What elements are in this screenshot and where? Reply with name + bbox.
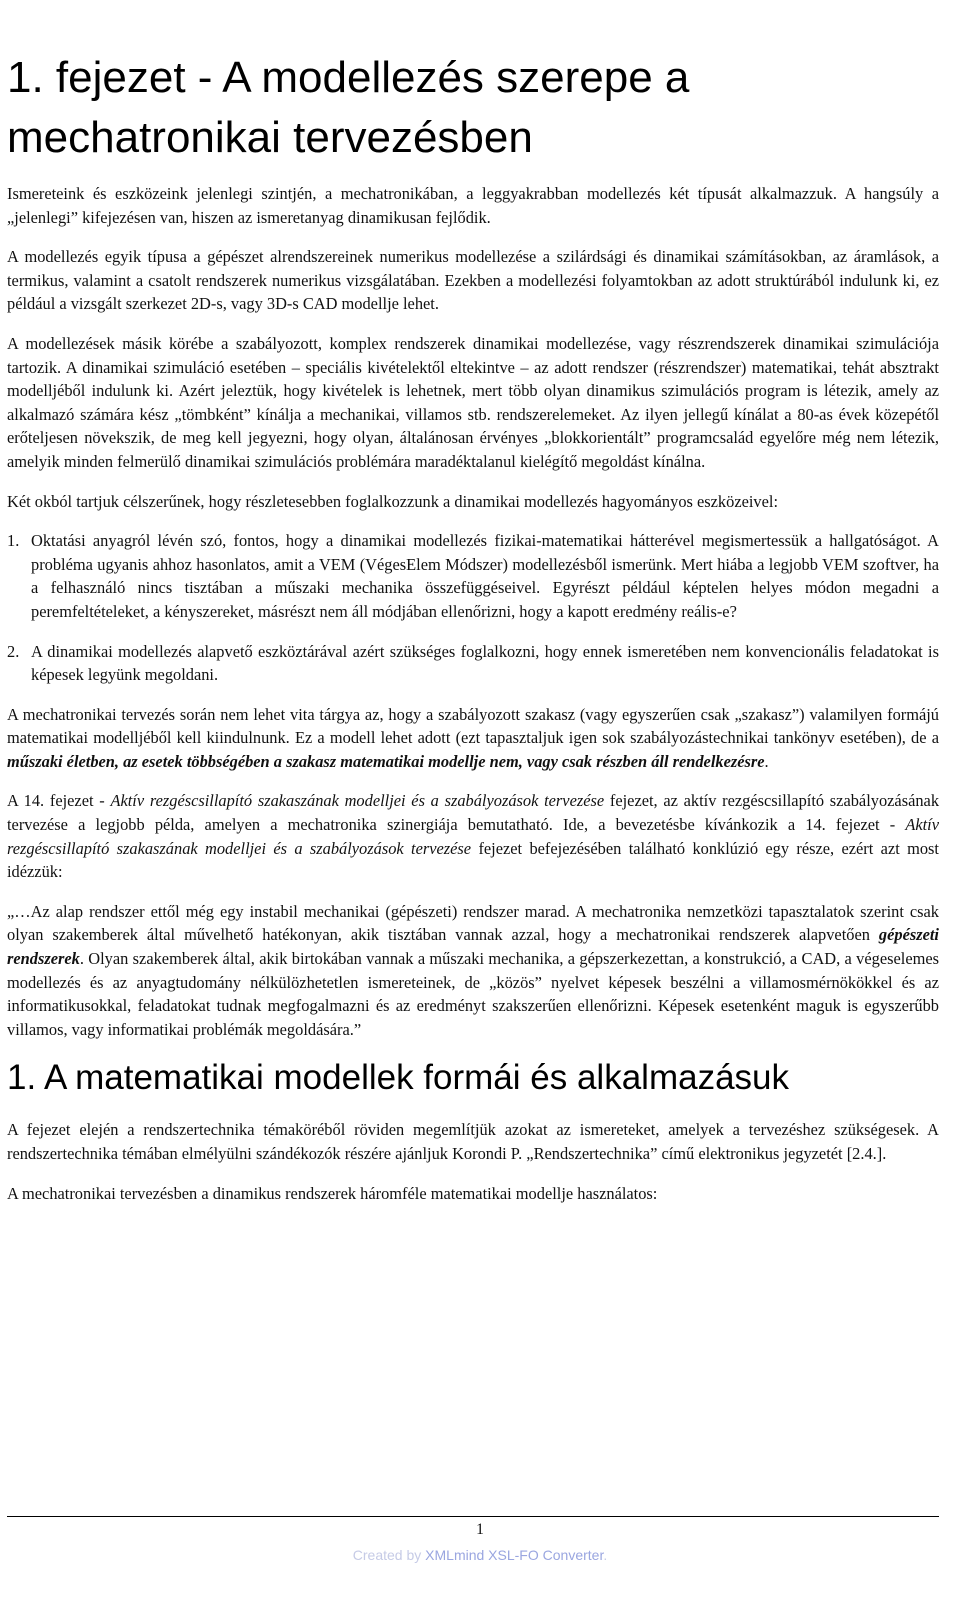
list-item bbox=[7, 529, 939, 623]
text-span: fejezet befejezésében található konklúzió egy része, ezért azt most idézzük: bbox=[7, 838, 939, 882]
paragraph-mechatronic-design bbox=[7, 703, 939, 774]
text-span: „…Az alap rendszer ettől még egy instabil mechanikai (gépészeti) rendszer marad. A mechatronika nemzetközi tapasztalatok szerint csak olyan szakemberek által művelhető hatékonyan, akik tisztában vannak azzal, hogy a mechatronikai rendszerek alapvetően bbox=[7, 901, 939, 945]
text-span: A 14. fejezet - bbox=[7, 791, 111, 811]
list-item-text: A dinamikai modellezés alapvető eszköztárával azért szükséges foglalkozni, hogy ennek ismeretében nem konvencionális feladatokat is képesek legyünk megoldani. bbox=[31, 641, 939, 685]
credit-prefix: Created by bbox=[352, 1547, 426, 1563]
emphasis-text: gépészeti rendszerek bbox=[7, 925, 939, 969]
list-item-number: 2. bbox=[7, 641, 20, 661]
credit-suffix: . bbox=[603, 1547, 608, 1563]
page-number: 1 bbox=[476, 1521, 484, 1538]
list-item-number: 1. bbox=[7, 531, 20, 551]
emphasis-text: műszaki életben, az esetek többségében a szakasz matematikai modellje nem, vagy csak részben áll rendelkezésre bbox=[7, 751, 765, 771]
converter-credit bbox=[0, 1547, 960, 1563]
credit-brand-link[interactable]: XMLmind XSL-FO Converter bbox=[425, 1547, 604, 1563]
chapter-title: 1. fejezet - A modellezés szerepe a mechatronikai tervezésben bbox=[7, 53, 690, 162]
paragraph-section-intro: A fejezet elején a rendszertechnika témaköréből röviden megemlítjük azokat az ismereteket, amelyek a tervezéshez szükségesek. A rendszertechnika témában elmélyülni szándékozók részére ajánljuk Korondi P. „Rendszertechnika” című elektronikus jegyzetét [2.4.]. bbox=[7, 1120, 939, 1163]
text-span: . bbox=[764, 751, 769, 771]
text-span: . Olyan szakemberek által, akik birtokában vannak a műszaki mechanika, a gépszerkezettan, a konstrukció, a CAD, a végeselemes modellezés és az anyagtudomány nélkülözhetetlen ismereteinek, de „közös” nyelvet képesek beszélni a villamosmérnökökkel és az informatikusokkal, feladatokat tudnak megfogalmazni és az eredményt szakszerűen ellenőrizni. Képesek esetenként maguk is egyszerűbb villamos, vagy informatikai problémák megoldására.” bbox=[7, 949, 939, 1039]
paragraph-intro: Ismereteink és eszközeink jelenlegi szintjén, a mechatronikában, a leggyakrabban modellezés két típusát alkalmazzuk. A hangsúly a „jelenlegi” kifejezésen van, hiszen az ismeretanyag dinamikusan fejlődik. bbox=[7, 184, 939, 227]
document-page bbox=[7, 48, 939, 1221]
list-item bbox=[7, 640, 939, 687]
text-span: A mechatronikai tervezés során nem lehet vita tárgya az, hogy a szabályozott szakasz (vagy egyszerűen csak „szakasz”) valamilyen formájú matematikai modelljéből kell kiindulnunk. Ez a modell lehet adott (ezt tapasztaljuk igen sok szabályozástechnikai tankönyv esetében), de a bbox=[7, 704, 939, 748]
paragraph-dynamic-modeling: A modellezések másik körébe a szabályozott, komplex rendszerek dinamikai modellezése, vagy részrendszerek dinamikai szimulációja tartozik. A dinamikai szimuláció esetében – speciális kivételektől eltekintve – az adott rendszer (részrendszer) matematikai, tehát absztrakt modelljéből indulunk ki. Azért jeleztük, hogy kivételek is lehetnek, mert több olyan dinamikus szimulációs program is létezik, amely az alkalmazó számára kész „tömbként” kínálja a mechanikai, villamos stb. rendszerelemeket. Az ilyen jellegű kínálat a 80-as évek közepétől erőteljesen növekszik, de meg kell jegyezni, hogy olyan, általánosan érvényes „blokkorientált” programcsalád egyelőre még nem létezik, amelyik minden felmerülő dinamikai szimulációs problémára maradéktalanul kielégítő megoldást kínálna. bbox=[7, 333, 939, 471]
paragraph-quote bbox=[7, 900, 939, 1042]
footer-divider bbox=[7, 1516, 939, 1517]
text-span: fejezet, az aktív rezgéscsillapító szabályozásának tervezése a legjobb példa, amelyen a mechatronika szinergiája bemutatható. Ide, a bevezetésbe kívánkozik a 14. fejezet - bbox=[7, 791, 940, 835]
list-item-text: Oktatási anyagról lévén szó, fontos, hogy a dinamikai modellezés fizikai-matematikai hátterével megismertessük a hallgatóságot. A probléma ugyanis ahhoz hasonlatos, amit a VEM (VégesElem Módszer) modellezésből ismerünk. Mert hiába a legjobb VEM szoftver, ha a felhasználó nincs tisztában a műszaki mechanika összefüggéseivel. Egyrészt például képtelen helyes módon megadni a peremfeltételeket, a kényszereket, másrészt nem áll módjában ellenőrizni, hogy a kapott eredmény reális-e? bbox=[31, 531, 939, 621]
chapter-link[interactable]: Aktív rezgéscsillapító szakaszának modelljei és a szabályozások tervezése bbox=[7, 815, 939, 858]
paragraph-numeric-modeling: A modellezés egyik típusa a gépészet alrendszereinek numerikus modellezése a szilárdsági és dinamikai számításokban, az áramlások, a termikus, valamint a csatolt rendszerek numerikus vizsgálatában. Ezekben a modellezési folyamtokban az adott struktúrából indulunk ki, ez például a vizsgált szerkezet 2D-s, vagy 3D-s CAD modellje lehet. bbox=[7, 247, 939, 314]
reasons-list bbox=[7, 529, 939, 687]
paragraph-two-reasons: Két okból tartjuk célszerűnek, hogy részletesebben foglalkozzunk a dinamikai modellezés hagyományos eszközeivel: bbox=[7, 491, 779, 511]
section-title: 1. A matematikai modellek formái és alkalmazásuk bbox=[7, 1058, 789, 1098]
paragraph-chapter-14-reference bbox=[7, 789, 939, 883]
chapter-link[interactable]: Aktív rezgéscsillapító szakaszának modelljei és a szabályozások tervezése bbox=[110, 791, 605, 811]
paragraph-three-models: A mechatronikai tervezésben a dinamikus rendszerek háromféle matematikai modellje használatos: bbox=[7, 1183, 658, 1203]
